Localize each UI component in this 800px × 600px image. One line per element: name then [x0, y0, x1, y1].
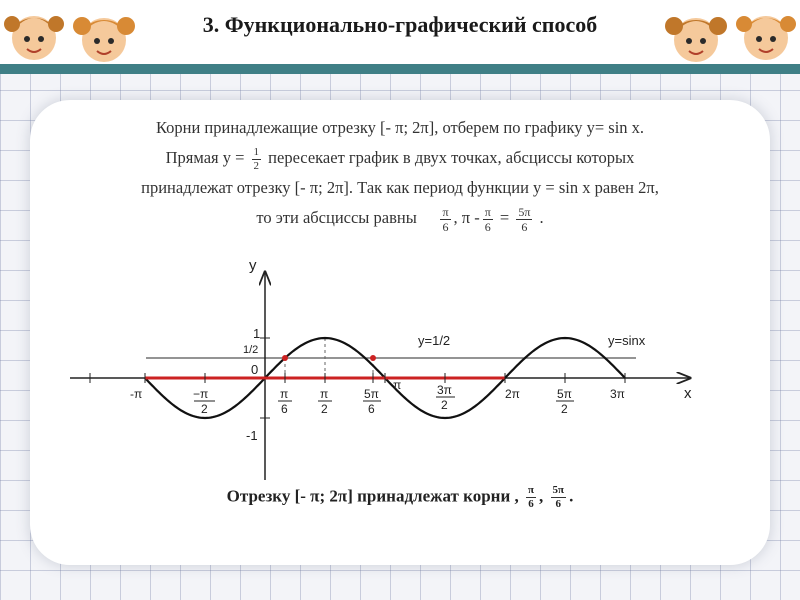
tick-label-numerator: 5π — [557, 387, 572, 401]
x-tick-label-3pi-over-2 — [436, 383, 455, 412]
x-tick-label-minus-pi-over-2 — [193, 387, 215, 416]
tick-label-denominator: 2 — [201, 402, 208, 416]
fraction-numerator: 1 — [253, 145, 260, 158]
conclusion-end: . — [569, 486, 574, 506]
conclusion-start: Отрезку [- π; 2π] принадлежат корни , — [226, 486, 519, 506]
x-tick-label-5pi-over-2 — [556, 387, 574, 416]
fraction-numerator: π — [528, 484, 535, 496]
x-tick-label-pi-over-2 — [318, 387, 332, 416]
tick-label-numerator: 5π — [364, 387, 379, 401]
tick-label-numerator: 3π — [437, 383, 452, 397]
fraction-denominator: 6 — [521, 219, 528, 234]
text-line-2-end: пересекает график в двух точках, абсциссы которых — [264, 148, 635, 167]
fraction-denominator: 6 — [442, 219, 449, 234]
fraction-denominator: 2 — [253, 159, 260, 172]
fraction-denominator: 6 — [555, 498, 562, 510]
x-tick-label-minus-pi — [130, 387, 142, 401]
text-line-3: принадлежат отрезку [- π; 2π]. Так как период функции y = sin x равен 2π, — [141, 178, 659, 197]
curve-label-y-sinx: y=sinx — [608, 333, 646, 348]
fraction-numerator: 5π — [518, 204, 531, 219]
fraction-denominator: 6 — [528, 498, 534, 510]
text-line-4-end: . — [535, 208, 544, 227]
tick-label-denominator: 6 — [281, 402, 288, 416]
fraction-denominator: 6 — [484, 219, 491, 234]
tick-label-numerator: π — [280, 387, 289, 401]
tick-label-text: -π — [130, 387, 143, 401]
conclusion-separator: , — [539, 486, 544, 506]
x-tick-label-3pi — [610, 387, 625, 401]
tick-label-denominator: 2 — [441, 398, 448, 412]
tick-label-denominator: 2 — [321, 402, 328, 416]
intersection-point-5pi6 — [370, 355, 376, 361]
text-line-4-start: то эти абсциссы равны — [256, 208, 417, 227]
y-tick-label-minus1: -1 — [246, 428, 258, 443]
text-line-4-mid: , π - — [453, 208, 480, 227]
page-title: 3. Функционально-графический способ — [202, 12, 598, 37]
x-tick-label-2pi — [505, 387, 520, 401]
tick-label-denominator: 2 — [561, 402, 568, 416]
fraction-numerator: π — [484, 204, 491, 219]
tick-label-numerator: π — [320, 387, 329, 401]
origin-label: 0 — [251, 362, 259, 377]
y-tick-label-half: 1/2 — [243, 344, 259, 356]
fraction-pi-over-6-conclusion — [526, 484, 536, 511]
intersection-point-pi6 — [282, 355, 288, 361]
tick-label-numerator: −π — [193, 387, 209, 401]
fraction-numerator: 5π — [552, 484, 565, 496]
tick-label-text: 3π — [610, 387, 625, 401]
conclusion-text — [30, 484, 770, 511]
fraction-5pi-over-6-conclusion — [551, 484, 567, 511]
y-tick-label-1: 1 — [253, 326, 261, 341]
equals-sign: = — [495, 208, 514, 227]
y-axis-label: y — [249, 257, 257, 274]
pi-label-on-axis: π — [393, 378, 402, 392]
text-line-2-start: Прямая y = — [165, 148, 249, 167]
tick-label-denominator: 6 — [368, 402, 375, 416]
x-tick-label-5pi-over-6 — [363, 387, 381, 416]
x-axis-label: x — [684, 385, 692, 402]
text-line-1: Корни принадлежащие отрезку [- π; 2π], отберем по графику y= sin x. — [155, 118, 645, 137]
x-tick-label-pi-over-6 — [278, 387, 292, 416]
fraction-numerator: π — [442, 204, 449, 219]
tick-label-text: 2π — [505, 387, 520, 401]
line-label-y-half: y=1/2 — [418, 333, 451, 348]
